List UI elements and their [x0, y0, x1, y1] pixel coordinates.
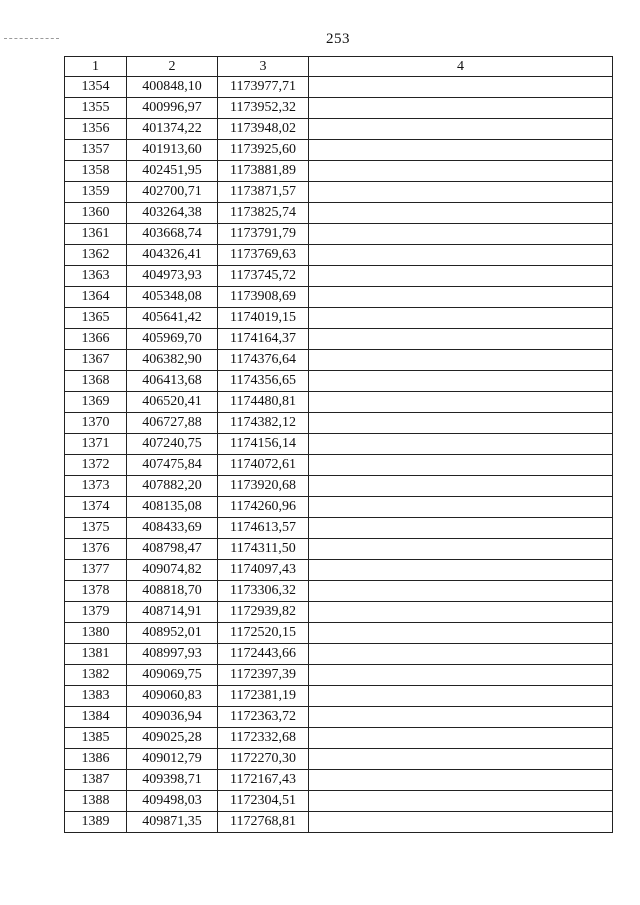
table-header	[65, 57, 613, 77]
header-cell-y: 3	[218, 57, 309, 77]
cell-x-coordinate: 401374,22	[127, 119, 218, 140]
cell-y-coordinate: 1172167,43	[218, 770, 309, 791]
cell-x-coordinate: 405348,08	[127, 287, 218, 308]
table-row	[65, 350, 613, 371]
cell-point-number: 1362	[65, 245, 127, 266]
cell-x-coordinate: 404973,93	[127, 266, 218, 287]
table-row	[65, 413, 613, 434]
cell-x-coordinate: 403668,74	[127, 224, 218, 245]
cell-point-number: 1368	[65, 371, 127, 392]
cell-point-number: 1356	[65, 119, 127, 140]
cell-point-number: 1380	[65, 623, 127, 644]
table-row	[65, 728, 613, 749]
cell-point-number: 1366	[65, 329, 127, 350]
cell-y-coordinate: 1174480,81	[218, 392, 309, 413]
table-row	[65, 518, 613, 539]
table-row	[65, 161, 613, 182]
cell-notes	[309, 539, 613, 560]
cell-x-coordinate: 402451,95	[127, 161, 218, 182]
cell-point-number: 1364	[65, 287, 127, 308]
cell-point-number: 1378	[65, 581, 127, 602]
cell-x-coordinate: 409871,35	[127, 812, 218, 833]
cell-notes	[309, 119, 613, 140]
cell-x-coordinate: 408135,08	[127, 497, 218, 518]
cell-y-coordinate: 1174097,43	[218, 560, 309, 581]
cell-point-number: 1374	[65, 497, 127, 518]
cell-x-coordinate: 409012,79	[127, 749, 218, 770]
cell-notes	[309, 623, 613, 644]
table-row	[65, 623, 613, 644]
cell-y-coordinate: 1174164,37	[218, 329, 309, 350]
cell-x-coordinate: 406413,68	[127, 371, 218, 392]
cell-notes	[309, 728, 613, 749]
cell-notes	[309, 455, 613, 476]
cell-y-coordinate: 1173977,71	[218, 77, 309, 98]
cell-x-coordinate: 408714,91	[127, 602, 218, 623]
cell-point-number: 1371	[65, 434, 127, 455]
cell-point-number: 1375	[65, 518, 127, 539]
cell-x-coordinate: 402700,71	[127, 182, 218, 203]
cell-x-coordinate: 406382,90	[127, 350, 218, 371]
cell-y-coordinate: 1174260,96	[218, 497, 309, 518]
cell-x-coordinate: 406727,88	[127, 413, 218, 434]
cell-point-number: 1354	[65, 77, 127, 98]
coordinates-table	[64, 56, 613, 833]
cell-notes	[309, 770, 613, 791]
table-row	[65, 224, 613, 245]
table-body	[65, 77, 613, 833]
cell-notes	[309, 161, 613, 182]
cell-x-coordinate: 408997,93	[127, 644, 218, 665]
cell-notes	[309, 686, 613, 707]
cell-notes	[309, 749, 613, 770]
table-row	[65, 182, 613, 203]
cell-x-coordinate: 406520,41	[127, 392, 218, 413]
cell-x-coordinate: 409069,75	[127, 665, 218, 686]
cell-point-number: 1386	[65, 749, 127, 770]
cell-notes	[309, 560, 613, 581]
table-row	[65, 329, 613, 350]
cell-point-number: 1369	[65, 392, 127, 413]
cell-notes	[309, 644, 613, 665]
table-row	[65, 245, 613, 266]
cell-x-coordinate: 408952,01	[127, 623, 218, 644]
cell-notes	[309, 581, 613, 602]
table-row	[65, 455, 613, 476]
cell-x-coordinate: 405969,70	[127, 329, 218, 350]
table-row	[65, 560, 613, 581]
page-number: 253	[326, 31, 350, 47]
header-row	[65, 57, 613, 77]
cell-notes	[309, 266, 613, 287]
cell-y-coordinate: 1172520,15	[218, 623, 309, 644]
cell-notes	[309, 98, 613, 119]
cell-point-number: 1385	[65, 728, 127, 749]
cell-y-coordinate: 1172304,51	[218, 791, 309, 812]
cell-notes	[309, 371, 613, 392]
cell-point-number: 1360	[65, 203, 127, 224]
cell-notes	[309, 707, 613, 728]
cell-y-coordinate: 1174382,12	[218, 413, 309, 434]
cell-point-number: 1361	[65, 224, 127, 245]
table-row	[65, 686, 613, 707]
table-row	[65, 371, 613, 392]
cell-point-number: 1367	[65, 350, 127, 371]
cell-point-number: 1381	[65, 644, 127, 665]
cell-notes	[309, 476, 613, 497]
cell-notes	[309, 182, 613, 203]
table-row	[65, 287, 613, 308]
cell-x-coordinate: 409025,28	[127, 728, 218, 749]
cell-y-coordinate: 1173306,32	[218, 581, 309, 602]
cell-x-coordinate: 409060,83	[127, 686, 218, 707]
cell-y-coordinate: 1172768,81	[218, 812, 309, 833]
table-row	[65, 812, 613, 833]
cell-x-coordinate: 403264,38	[127, 203, 218, 224]
cell-notes	[309, 140, 613, 161]
cell-y-coordinate: 1172939,82	[218, 602, 309, 623]
cell-x-coordinate: 400996,97	[127, 98, 218, 119]
cell-point-number: 1389	[65, 812, 127, 833]
cell-x-coordinate: 405641,42	[127, 308, 218, 329]
header-cell-notes: 4	[309, 57, 613, 77]
table-row	[65, 791, 613, 812]
cell-point-number: 1384	[65, 707, 127, 728]
cell-y-coordinate: 1174311,50	[218, 539, 309, 560]
table-row	[65, 749, 613, 770]
table-row	[65, 98, 613, 119]
cell-x-coordinate: 407882,20	[127, 476, 218, 497]
cell-y-coordinate: 1174376,64	[218, 350, 309, 371]
cell-notes	[309, 791, 613, 812]
cell-x-coordinate: 409398,71	[127, 770, 218, 791]
cell-y-coordinate: 1173825,74	[218, 203, 309, 224]
cell-notes	[309, 308, 613, 329]
table-row	[65, 602, 613, 623]
cell-notes	[309, 392, 613, 413]
cell-notes	[309, 245, 613, 266]
cell-point-number: 1387	[65, 770, 127, 791]
cell-notes	[309, 350, 613, 371]
cell-x-coordinate: 409498,03	[127, 791, 218, 812]
header-cell-x: 2	[127, 57, 218, 77]
cell-point-number: 1358	[65, 161, 127, 182]
cell-point-number: 1372	[65, 455, 127, 476]
cell-point-number: 1355	[65, 98, 127, 119]
table-row	[65, 392, 613, 413]
cell-x-coordinate: 401913,60	[127, 140, 218, 161]
cell-point-number: 1382	[65, 665, 127, 686]
table-row	[65, 644, 613, 665]
table-row	[65, 497, 613, 518]
cell-x-coordinate: 409074,82	[127, 560, 218, 581]
cell-point-number: 1373	[65, 476, 127, 497]
table-row	[65, 770, 613, 791]
cell-point-number: 1357	[65, 140, 127, 161]
cell-notes	[309, 602, 613, 623]
cell-y-coordinate: 1173745,72	[218, 266, 309, 287]
table-row	[65, 266, 613, 287]
cell-x-coordinate: 408818,70	[127, 581, 218, 602]
cell-y-coordinate: 1173908,69	[218, 287, 309, 308]
cell-x-coordinate: 400848,10	[127, 77, 218, 98]
table-row	[65, 539, 613, 560]
table-row	[65, 707, 613, 728]
table-row	[65, 77, 613, 98]
cell-notes	[309, 287, 613, 308]
table-row	[65, 434, 613, 455]
cell-notes	[309, 434, 613, 455]
cell-notes	[309, 497, 613, 518]
table-row	[65, 665, 613, 686]
cell-y-coordinate: 1172363,72	[218, 707, 309, 728]
cell-y-coordinate: 1174019,15	[218, 308, 309, 329]
cell-y-coordinate: 1173925,60	[218, 140, 309, 161]
cell-y-coordinate: 1173920,68	[218, 476, 309, 497]
header-cell-point-number: 1	[65, 57, 127, 77]
cell-y-coordinate: 1174156,14	[218, 434, 309, 455]
cell-y-coordinate: 1172443,66	[218, 644, 309, 665]
table-row	[65, 476, 613, 497]
cell-y-coordinate: 1173952,32	[218, 98, 309, 119]
cell-point-number: 1365	[65, 308, 127, 329]
cell-notes	[309, 203, 613, 224]
cell-y-coordinate: 1173881,89	[218, 161, 309, 182]
cell-y-coordinate: 1172397,39	[218, 665, 309, 686]
cell-x-coordinate: 409036,94	[127, 707, 218, 728]
cell-notes	[309, 329, 613, 350]
cell-x-coordinate: 407240,75	[127, 434, 218, 455]
table-row	[65, 581, 613, 602]
cell-y-coordinate: 1172270,30	[218, 749, 309, 770]
cell-point-number: 1388	[65, 791, 127, 812]
cell-y-coordinate: 1174356,65	[218, 371, 309, 392]
cell-x-coordinate: 408798,47	[127, 539, 218, 560]
cell-x-coordinate: 407475,84	[127, 455, 218, 476]
cell-point-number: 1359	[65, 182, 127, 203]
cell-notes	[309, 518, 613, 539]
cell-point-number: 1376	[65, 539, 127, 560]
table-row	[65, 203, 613, 224]
cell-y-coordinate: 1174613,57	[218, 518, 309, 539]
cell-x-coordinate: 408433,69	[127, 518, 218, 539]
cell-point-number: 1379	[65, 602, 127, 623]
cell-notes	[309, 77, 613, 98]
cell-y-coordinate: 1173791,79	[218, 224, 309, 245]
cell-y-coordinate: 1174072,61	[218, 455, 309, 476]
cell-x-coordinate: 404326,41	[127, 245, 218, 266]
cell-y-coordinate: 1173948,02	[218, 119, 309, 140]
cell-y-coordinate: 1172381,19	[218, 686, 309, 707]
cell-point-number: 1363	[65, 266, 127, 287]
cell-notes	[309, 812, 613, 833]
cell-y-coordinate: 1172332,68	[218, 728, 309, 749]
cell-point-number: 1370	[65, 413, 127, 434]
cell-point-number: 1377	[65, 560, 127, 581]
table-row	[65, 140, 613, 161]
cell-y-coordinate: 1173871,57	[218, 182, 309, 203]
cell-point-number: 1383	[65, 686, 127, 707]
cell-notes	[309, 665, 613, 686]
cell-notes	[309, 413, 613, 434]
cell-y-coordinate: 1173769,63	[218, 245, 309, 266]
table-row	[65, 119, 613, 140]
table-row	[65, 308, 613, 329]
cell-notes	[309, 224, 613, 245]
